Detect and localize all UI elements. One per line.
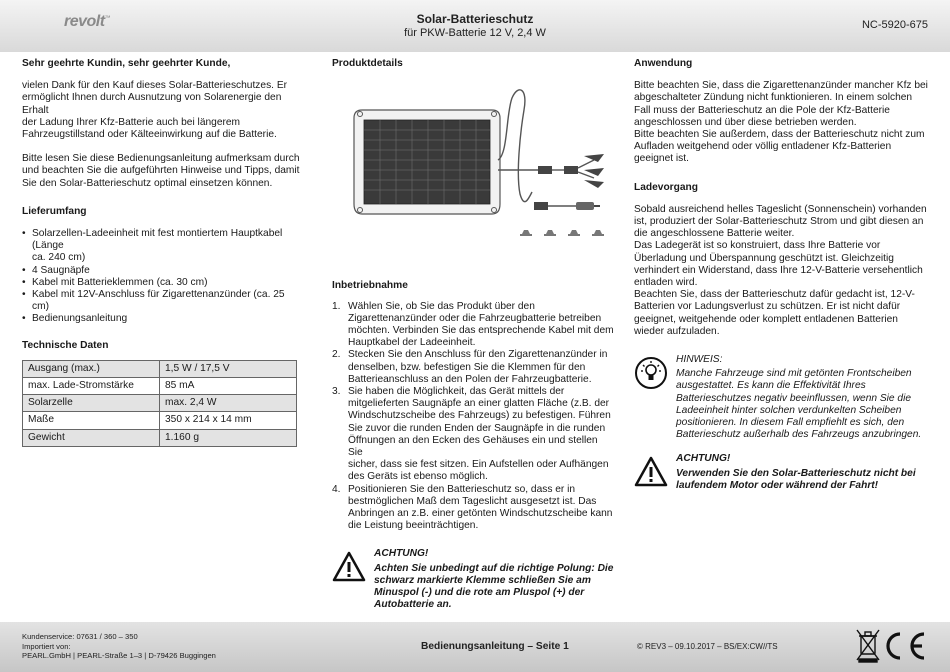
- spec-key: max. Lade-Stromstärke: [23, 378, 160, 395]
- list-item: • Solarzellen-Ladeeinheit mit fest montiertem Hauptkabel (Länge ca. 240 cm): [22, 228, 302, 265]
- main-cable-image: [498, 90, 532, 202]
- document-title: Solar-Batterieschutz: [416, 12, 534, 26]
- list-item: • Kabel mit 12V-Anschluss für Zigarettenanzünder (ca. 25 cm): [22, 289, 302, 313]
- compliance-marks: [856, 628, 928, 664]
- step-text: Sie haben die Möglichkeit, das Gerät mittels der mitgelieferten Saugnäpfe an einer glatten Fläche (z.B. der Windschutzscheibe des Fahrzeugs) zu befestigen. Führen Sie zuvor die runden Enden der Saugnäpfe in die runden Öffnungen an den Ecken des Gehäuses ein und stellen Sie sicher, dass sie fest sitzen. Ein Aufstellen oder Aufhängen des Geräts ist ebenso möglich.: [348, 386, 611, 483]
- hint-title: HINWEIS:: [676, 354, 723, 366]
- table-row: [23, 378, 297, 395]
- product-details-heading: Produktdetails: [332, 58, 403, 69]
- spec-value: 1,5 W / 17,5 V: [160, 360, 297, 377]
- clamp-cable-image: [538, 154, 604, 188]
- step-text: Stecken Sie den Anschluss für den Zigarettenanzünder in denselben, bzw. befestigen Sie die Klemmen für den Batterieanschluss an den Polen der Fahrzeugbatterie.: [348, 349, 608, 385]
- warning-text: Achten Sie unbedingt auf die richtige Polung: Die schwarz markierte Klemme schließen Sie am Minuspol (-) und die rote am Pluspol (+) der Autobatterie an.: [374, 562, 614, 611]
- step-text: Wählen Sie, ob Sie das Produkt über den Zigarettenanzünder oder die Fahrzeugbatterie betreiben möchten. Verbinden Sie das entsprechende Kabel mit dem Hauptkabel der Ladeeinheit.: [348, 300, 614, 349]
- charging-heading: Ladevorgang: [634, 181, 698, 193]
- product-illustration: [332, 74, 614, 264]
- read-note-paragraph: Bitte lesen Sie diese Bedienungsanleitung aufmerksam durch und beachten Sie die aufgeführten Hinweise und Tipps, damit Sie den Solar-Batterieschutz optimal einsetzen können.: [22, 153, 300, 189]
- polarity-warning: [332, 548, 614, 611]
- table-row: [23, 412, 297, 429]
- spec-value: 350 x 214 x 14 mm: [160, 412, 297, 429]
- solar-panel-image: [354, 110, 500, 214]
- usage-paragraph: Bitte beachten Sie, dass die Zigarettenanzünder mancher Kfz bei abgeschalteter Zündung nicht funktionieren. In einem solchen Fall muss der Batterieschutz an die Pole der Kfz-Batterie angeschlossen und über diese betrieben werden. Bitte beachten Sie außerdem, dass der Batterieschutz nicht zum Aufladen weitgehend oder völlig entladener Kfz-Batterien geeignet ist.: [634, 80, 928, 165]
- importer-label: Importiert von:: [22, 641, 71, 651]
- delivery-list: [22, 228, 302, 326]
- column-right: [634, 58, 930, 492]
- charging-paragraph: Sobald ausreichend helles Tageslicht (Sonnenschein) vorhanden ist, produziert der Solar-Batterieschutz Strom und gibt diesen an die angeschlossene Batterie weiter. Das Ladegerät ist so konstruiert, dass Ihre Batterie vor Überladung und Überspannung geschützt ist. Gleichzeitig verhindert ein Widerstand, dass Ihre 12-V-Batterie versehentlich entladen wird. Beachten Sie, dass der Batterieschutz dafür gedacht ist, 12-V- Batterien vor Ladungsverlust zu schützen. Er ist nicht dafür geeignet, weitgehende oder komplett entladenen Batterien wieder aufzuladen.: [634, 203, 927, 337]
- column-left: [22, 58, 302, 447]
- hint-text: Manche Fahrzeuge sind mit getönten Frontscheiben ausgestattet. Es kann die Effektivität Ihres Batterieschutzes negativ beeinflussen, wenn Sie die Ladeeinheit hinter solchen verdunkelten Scheiben positionieren. In diesem Fall empfiehlt es sich, den Batterieschutz außerhalb des Fahrzeugs anzubringen.: [676, 368, 922, 441]
- page-footer: [0, 622, 950, 672]
- hint-box: [634, 354, 930, 441]
- usage-heading: Anwendung: [634, 58, 693, 69]
- suction-cups-image: [520, 230, 604, 236]
- step-number: 4.: [332, 483, 341, 495]
- logo-text: revolt: [64, 13, 105, 30]
- spec-value: max. 2,4 W: [160, 395, 297, 412]
- spec-key: Solarzelle: [23, 395, 160, 412]
- list-item: • Kabel mit Batterieklemmen (ca. 30 cm): [22, 277, 302, 289]
- setup-steps: [332, 301, 614, 533]
- logo-trademark: ™: [104, 15, 111, 22]
- list-item: • Bedienungsanleitung: [22, 313, 302, 325]
- warning-triangle-icon: [634, 455, 668, 489]
- step-number: 2.: [332, 349, 341, 361]
- spec-key: Gewicht: [23, 429, 160, 446]
- warning-title: ACHTUNG!: [676, 453, 731, 465]
- page-header: [0, 0, 950, 52]
- column-middle: [332, 58, 614, 611]
- spec-key: Ausgang (max.): [23, 360, 160, 377]
- importer-address: PEARL.GmbH | PEARL-Straße 1–3 | D-79426 Buggingen: [22, 651, 216, 661]
- delivery-heading: Lieferumfang: [22, 205, 87, 217]
- list-item: [332, 484, 614, 533]
- table-row: [23, 429, 297, 446]
- lighter-cable-image: [534, 202, 600, 210]
- step-number: 1.: [332, 300, 341, 312]
- table-row: [23, 395, 297, 412]
- step-number: 3.: [332, 386, 341, 398]
- list-item: [332, 386, 614, 484]
- setup-heading: Inbetriebnahme: [332, 280, 408, 292]
- greeting: Sehr geehrte Kundin, sehr geehrter Kunde,: [22, 58, 231, 69]
- list-item: • 4 Saugnäpfe: [22, 265, 302, 277]
- list-item: [332, 301, 614, 350]
- footer-contact: [22, 632, 216, 661]
- spec-key: Maße: [23, 412, 160, 429]
- driving-warning: [634, 453, 930, 492]
- document-subtitle: für PKW-Batterie 12 V, 2,4 W: [404, 27, 546, 39]
- specs-heading: Technische Daten: [22, 339, 109, 351]
- warning-title: ACHTUNG!: [374, 548, 429, 560]
- spec-value: 1.160 g: [160, 429, 297, 446]
- warning-triangle-icon: [332, 550, 366, 584]
- weee-bin-icon: [857, 630, 879, 662]
- step-text: Positionieren Sie den Batterieschutz so, dass er in bestmöglichen Maß dem Tageslicht ausgesetzt ist. Das Anbringen an z.B. einer getönten Windschutzscheibe kann die Leistung beeinträchtigen.: [348, 483, 613, 532]
- page-number: Bedienungsanleitung – Seite 1: [421, 641, 569, 652]
- table-row: [23, 360, 297, 377]
- lightbulb-hint-icon: [634, 356, 668, 390]
- warning-text: Verwenden Sie den Solar-Batterieschutz nicht bei laufendem Motor oder während der Fahrt!: [676, 467, 916, 491]
- product-code: NC-5920-675: [861, 19, 928, 31]
- list-item: [332, 349, 614, 386]
- customer-service: Kundenservice: 07631 / 360 – 350: [22, 632, 138, 641]
- ce-mark-icon: [888, 634, 924, 658]
- intro-paragraph: vielen Dank für den Kauf dieses Solar-Batterieschutzes. Er ermöglicht Ihnen durch Ausnutzung von Solarenergie den Erhalt der Ladung Ihrer Kfz-Batterie auch bei längerem Fahrzeugstillstand oder Kälteeinwirkung auf die Batterie.: [22, 80, 288, 141]
- revision-info: © REV3 – 09.10.2017 – BS/EX:CW//TS: [637, 642, 778, 651]
- specs-table: [22, 360, 297, 447]
- spec-value: 85 mA: [160, 378, 297, 395]
